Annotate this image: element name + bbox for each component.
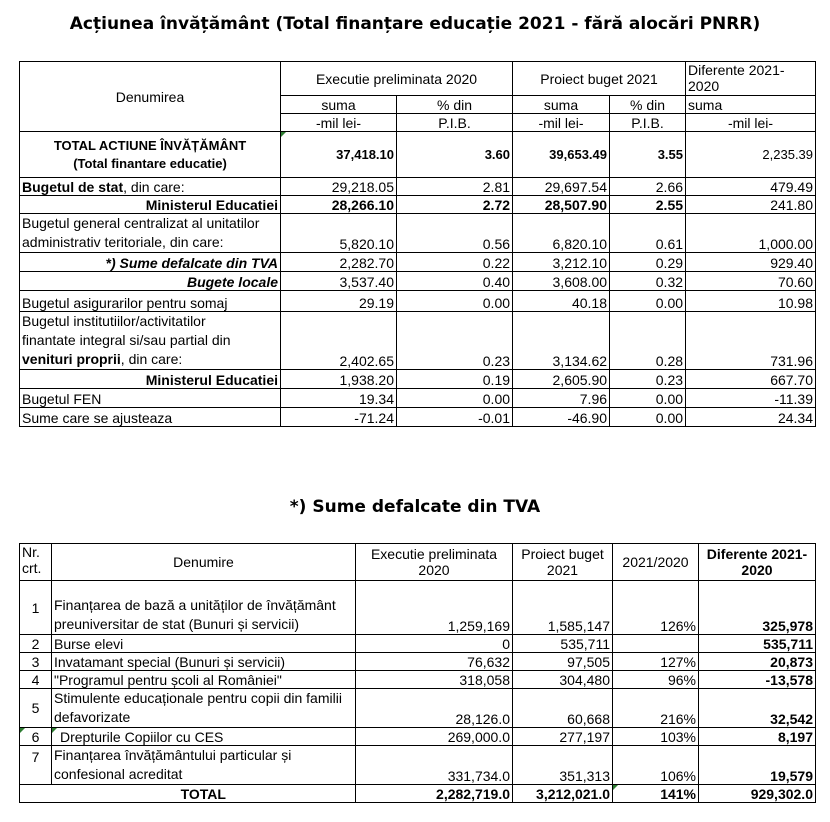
section-title: *) Sume defalcate din TVA (289, 497, 541, 517)
cell-value: 2.55 (610, 196, 686, 214)
row-label: Stimulente educaționale pentru copii din familii defavorizate (52, 689, 356, 728)
row-label (20, 312, 281, 370)
row-number: 7 (20, 746, 52, 785)
cell-value: -46.90 (513, 408, 610, 427)
table-row (20, 746, 816, 785)
cell-value: 318,058 (356, 671, 513, 689)
cell-value: 2,402.65 (281, 312, 397, 370)
cell-value: 97,505 (513, 653, 613, 671)
cell-value: 2.72 (397, 196, 513, 214)
cell-value: 126% (613, 581, 699, 635)
header-proiect: Proiect buget 2021 (513, 62, 686, 96)
cell-value: 60,668 (513, 689, 613, 728)
header-unit: -mil lei- (281, 114, 397, 132)
cell-value: 3,212.10 (513, 253, 610, 272)
row-number: 1 (20, 581, 52, 635)
cell-value: 29,218.05 (281, 178, 397, 196)
cell-value: 3,608.00 (513, 272, 610, 291)
cell-value: 127% (613, 653, 699, 671)
cell-value: 479.49 (686, 178, 816, 196)
cell-value: -13,578 (699, 671, 816, 689)
row-number: 4 (20, 671, 52, 689)
row-label: Bugetul asigurarilor pentru somaj (20, 291, 281, 312)
cell-value: 3,134.62 (513, 312, 610, 370)
cell-value: 241.80 (686, 196, 816, 214)
cell-value: 0.40 (397, 272, 513, 291)
header-pib: P.I.B. (610, 114, 686, 132)
cell-value: 6,820.10 (513, 214, 610, 253)
cell-value: -71.24 (281, 408, 397, 427)
cell-value: 7.96 (513, 389, 610, 408)
cell-value: 0.29 (610, 253, 686, 272)
cell-value: 10.98 (686, 291, 816, 312)
cell-value: 0.23 (610, 370, 686, 389)
cell-value: 269,000.0 (356, 728, 513, 746)
cell-value: 3.60 (397, 132, 513, 178)
row-label: Drepturile Copiilor cu CES (52, 728, 356, 746)
cell-value: 28,266.10 (281, 196, 397, 214)
cell-value: 2.66 (610, 178, 686, 196)
table-row (20, 689, 816, 728)
header-executie: Executie preliminata 2020 (356, 544, 513, 581)
cell-value: 667.70 (686, 370, 816, 389)
header-proiect: Proiect buget 2021 (513, 544, 613, 581)
cell-value: 2,235.39 (686, 132, 816, 178)
cell-value: 37,418.10 (281, 132, 397, 178)
row-number: 2 (20, 635, 52, 653)
header-diferente: Diferente 2021-2020 (686, 62, 816, 96)
header-pct: % din (610, 96, 686, 114)
table-row (20, 581, 816, 635)
cell-value: 39,653.49 (513, 132, 610, 178)
cell-value: 535,711 (699, 635, 816, 653)
total-spacer (20, 785, 52, 803)
cell-value: 103% (613, 728, 699, 746)
row-label: Bugetul FEN (20, 389, 281, 408)
row-label-bold: venituri proprii (22, 351, 121, 367)
cell-value: 40.18 (513, 291, 610, 312)
cell-value: 731.96 (686, 312, 816, 370)
table-row (20, 635, 816, 653)
cell-value: 8,197 (699, 728, 816, 746)
cell-value: 76,632 (356, 653, 513, 671)
cell-value: 29.19 (281, 291, 397, 312)
row-label: Sume care se ajusteaza (20, 408, 281, 427)
header-ratio: 2021/2020 (613, 544, 699, 581)
cell-value: 0 (356, 635, 513, 653)
total-value: 929,302.0 (699, 785, 816, 803)
cell-value: 0.19 (397, 370, 513, 389)
row-label: Bugetul general centralizat al unitatilor administrativ teritoriale, din care: (20, 214, 281, 253)
cell-value: 19,579 (699, 746, 816, 785)
table-row (20, 214, 816, 253)
header-suma: suma (281, 96, 397, 114)
table-row (20, 370, 816, 389)
cell-value: 5,820.10 (281, 214, 397, 253)
cell-value: 1,259,169 (356, 581, 513, 635)
row-label: Finanțarea de bază a unităților de învățământ preuniversitar de stat (Bunuri și servicii) (52, 581, 356, 635)
cell-value: 96% (613, 671, 699, 689)
cell-value: 2,605.90 (513, 370, 610, 389)
total-value: 3,212,021.0 (513, 785, 613, 803)
cell-value: 1,000.00 (686, 214, 816, 253)
cell-value: 535,711 (513, 635, 613, 653)
cell-value: 3,537.40 (281, 272, 397, 291)
row-label (20, 178, 281, 196)
table-row (20, 728, 816, 746)
cell-value: 24.34 (686, 408, 816, 427)
header-denumire: Denumire (52, 544, 356, 581)
cell-value: 0.00 (610, 408, 686, 427)
table-row (20, 253, 816, 272)
row-label-rest: , din care: (120, 351, 183, 367)
cell-value: 0.56 (397, 214, 513, 253)
cell-value: 2.81 (397, 178, 513, 196)
row-label: Bugete locale (20, 272, 281, 291)
cell-value: 29,697.54 (513, 178, 610, 196)
cell-value: 1,938.20 (281, 370, 397, 389)
cell-value: 0.23 (397, 312, 513, 370)
cell-value: 216% (613, 689, 699, 728)
total-value: 141% (613, 785, 699, 803)
header-executie: Executie preliminata 2020 (281, 62, 513, 96)
cell-value: 19.34 (281, 389, 397, 408)
row-number: 3 (20, 653, 52, 671)
row-label-line: Bugetul institutiilor/activitatilor (22, 313, 206, 329)
cell-value: 0.00 (397, 389, 513, 408)
cell-value: 929.40 (686, 253, 816, 272)
cell-value: 331,734.0 (356, 746, 513, 785)
cell-value: 0.22 (397, 253, 513, 272)
row-label-line: finantate integral si/sau partial din (22, 332, 231, 348)
cell-value: -0.01 (397, 408, 513, 427)
cell-value: 2,282.70 (281, 253, 397, 272)
cell-value: 20,873 (699, 653, 816, 671)
table-row (20, 272, 816, 291)
cell-value: 0.00 (610, 389, 686, 408)
cell-value: 304,480 (513, 671, 613, 689)
header-suma: suma (513, 96, 610, 114)
row-label-bold: Bugetul de stat (22, 179, 124, 195)
row-label: Burse elevi (52, 635, 356, 653)
cell-value: 28,507.90 (513, 196, 610, 214)
cell-value: 0.00 (610, 291, 686, 312)
row-label: TOTAL ACTIUNE ÎNVĂȚĂMÂNT (Total finantare educatie) (20, 132, 281, 178)
cell-value: 28,126.0 (356, 689, 513, 728)
total-value: 2,282,719.0 (356, 785, 513, 803)
tva-table (19, 543, 816, 803)
page-title: Acțiunea învățământ (Total finanțare educație 2021 - fără alocări PNRR) (69, 14, 761, 34)
header-diferente: Diferente 2021-2020 (699, 544, 816, 581)
row-label-rest: , din care: (123, 179, 185, 195)
header-nr: Nr. crt. (20, 544, 52, 581)
budget-table (19, 61, 816, 427)
row-label: Finanțarea învățământului particular și confesional acreditat (52, 746, 356, 785)
cell-value: 106% (613, 746, 699, 785)
cell-value: 1,585,147 (513, 581, 613, 635)
cell-value (613, 635, 699, 653)
row-label: "Programul pentru școli al României" (52, 671, 356, 689)
table-row (20, 408, 816, 427)
table-row (20, 389, 816, 408)
cell-value: 0.61 (610, 214, 686, 253)
row-label: *) Sume defalcate din TVA (20, 253, 281, 272)
cell-value: 70.60 (686, 272, 816, 291)
row-number: 6 (20, 728, 52, 746)
cell-value: 32,542 (699, 689, 816, 728)
header-pct: % din (397, 96, 513, 114)
table-row (20, 196, 816, 214)
cell-value: 3.55 (610, 132, 686, 178)
table-row (20, 312, 816, 370)
row-label: Ministerul Educatiei (20, 370, 281, 389)
table-row (20, 132, 816, 178)
header-unit: -mil lei- (513, 114, 610, 132)
cell-value: 0.32 (610, 272, 686, 291)
cell-value: -11.39 (686, 389, 816, 408)
header-suma: suma (686, 96, 816, 114)
header-denumirea: Denumirea (20, 62, 281, 132)
cell-value: 0.28 (610, 312, 686, 370)
table-row (20, 291, 816, 312)
header-unit: -mil lei- (686, 114, 816, 132)
table-row (20, 653, 816, 671)
cell-value: 0.00 (397, 291, 513, 312)
total-row (20, 785, 816, 803)
table-row (20, 178, 816, 196)
row-label: Ministerul Educatiei (20, 196, 281, 214)
row-number: 5 (20, 689, 52, 728)
cell-value: 277,197 (513, 728, 613, 746)
row-label: Invatamant special (Bunuri și servicii) (52, 653, 356, 671)
total-label: TOTAL (52, 785, 356, 803)
header-pib: P.I.B. (397, 114, 513, 132)
cell-value: 351,313 (513, 746, 613, 785)
table-row (20, 671, 816, 689)
cell-value: 325,978 (699, 581, 816, 635)
